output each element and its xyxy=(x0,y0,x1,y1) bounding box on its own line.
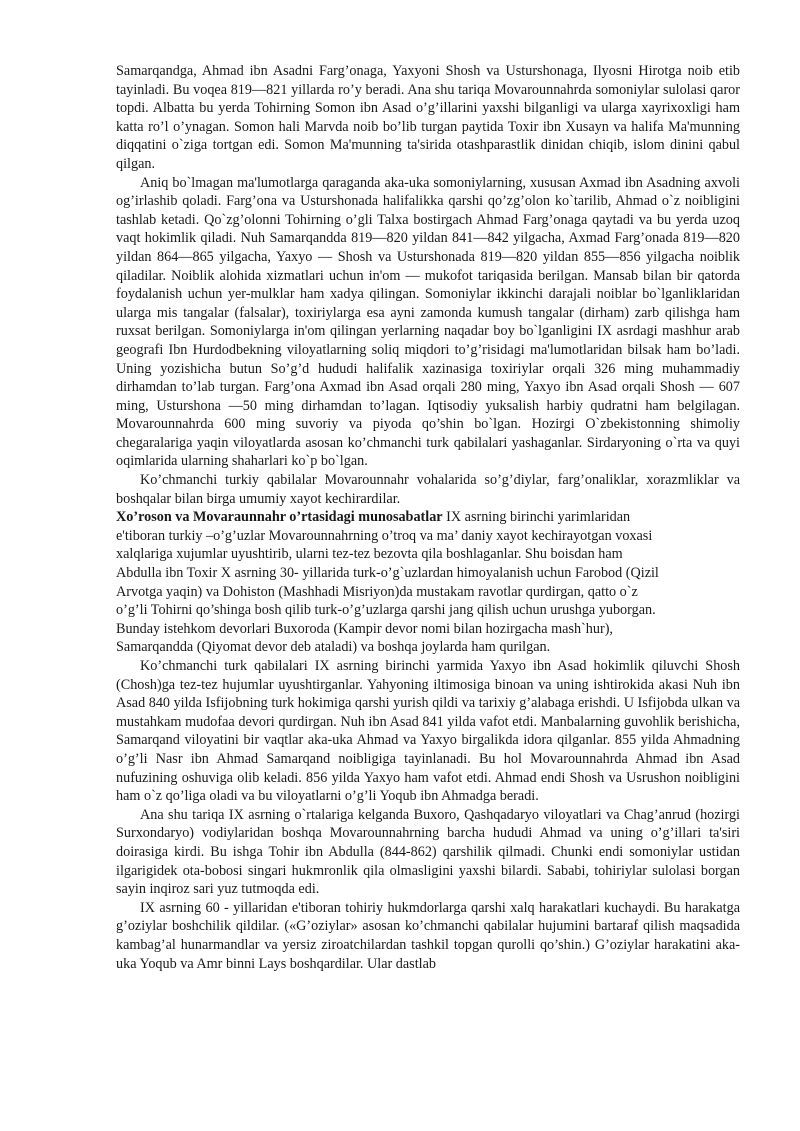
paragraph-6: Ana shu tariqa IX asrning o`rtalariga kelganda Buxoro, Qashqadaryo viloyatlari va Chag’anrud (hozirgi Surxondaryo) vodiylaridan boshqa Movarounnahrning barcha hududi Ahmad va uning o’g’illari ta'siri doirasiga kirdi. Bu ishga Tohir ibn Abdulla (844-862) qarshilik qilmadi. Chunki endi somoniylar ustidan ilgarigidek ota-bobosi singari hukmronlik qila olmasligini yaxshi bilardi. Sababi, tohiriylar sulolasi borgan sayin inqiroz sari yuz tutmoqda edi. xyxy=(116,806,740,898)
paragraph-7: IX asrning 60 - yillaridan e'tiboran tohiriy hukmdorlarga qarshi xalq harakatlari kuchaydi. Bu harakatga g’oziylar boshchilik qildilar. («G’oziylar» asosan ko’chmanchi qabilalar hujumini bartaraf qilish maqsadida kambag’al hunarmandlar va yersiz ziroatchilardan tashkil topgan qurolli qo’shin.) G’oziylar harakatini aka-uka Yoqub va Amr binni Lays boshqardilar. Ular dastlab xyxy=(116,899,740,972)
paragraph-3: Ko’chmanchi turkiy qabilalar Movarounnahr vohalarida so’g’diylar, farg’onaliklar, xorazmliklar va boshqalar bilan birga umumiy xayot kechirardilar. xyxy=(116,472,740,507)
document-page xyxy=(116,62,740,973)
paragraph-2: Aniq bo`lmagan ma'lumotlarga qaraganda aka-uka somoniylarning, xususan Axmad ibn Asadning axvoli og’irlashib qoladi. Farg’ona va Usturshonada halifalikka qarshi qo’zg’olon ko`tarilib, Ahmad o`z noibligini tashlab ketadi. Qo`zg’olonni Tohirning o’gli Talxa bostirgach Ahmad Farg’onaga qaytadi va bu yerda uzoq vaqt hokimlik qiladi. Nuh Samarqandda 819—820 yildan 841—842 yilgacha, Axmad Farg’onada 819—820 yildan 864—865 yilgacha, Yaxyo — Shosh va Usturshonada 819—820 yildan 855—856 yilgacha noiblik qiladilar. Noiblik alohida xizmatlari uchun in'om — mukofot tariqasida berilgan. Mansab bilan bir qatorda foydalanish uchun yer-mulklar ham xadya qilingan. Somoniylar ikkinchi darajali noiblar bo`lganliklaridan ularga mis tangalar (falsalar), toxiriylarga esa ayni zamonda kumush tangalar (dirham) zarb qilishga ham ruxsat berilgan. Somoniylarga in'om qilingan yerlarning naqadar boy bo`lganligini IX asrdagi mashhur arab geografi Ibn Hurdodbekning viloyatlarning soliq miqdori to’g’risidagi ma'lumotlaridan bilsak ham bo’ladi. Uning yozishicha butun So’g’d hududi halifalik xazinasiga toxiriylar orqali 326 ming muhammadiy dirhamdan to’lab turgan. Farg’ona Axmad ibn Asad orqali 280 ming, Yaxyo ibn Asad orqali Shosh — 607 ming, Usturshona —50 ming dirhamdan to’lagan. Iqtisodiy yuksalish harbiy qudratni ham belgilagan. Movarounnahrda 600 ming suvoriy va piyoda qo’shin bo`lgan. Hozirgi O`zbekistonning shimoliy chegaralariga yaqin viloyatlarda asosan ko’chmanchi turk qabilalari yashaganlar. Sirdaryoning o`rta va quyi oqimlarida ularning shaharlari ko`p bo`lgan. xyxy=(116,174,740,470)
paragraph-4-line: IX asrning birinchi yarimlaridan xyxy=(442,509,631,526)
paragraph-1: Samarqandga, Ahmad ibn Asadni Farg’onaga, Yaxyoni Shosh va Usturshonaga, Ilyosni Hirotga noib etib tayinladi. Bu voqea 819—821 yillarda ro’y beradi. Ana shu tariqa Movarounnahrda somoniylar sulolasi qaror topdi. Albatta bu yerda Tohirning Somon ibn Asad o’g’illarini yaxshi bilganligi va ularga xayrixoxligi ham katta ro’l o’ynagan. Somon hali Marvda noib bo’lib turgan paytida Toxir ibn Xusayn va halifa Ma'munning diqqatini o`ziga tortgan edi. Somon Ma'munning ta'sirida otashparastlik dinidan chiqib, islom dinini qabul qilgan. xyxy=(116,63,740,172)
paragraph-4-line: e'tiboran turkiy –o’g’uzlar Movarounnahrning o’troq va ma’ daniy xayot kechirayotgan voxasi xyxy=(116,527,653,544)
paragraph-4-line: Abdulla ibn Toxir X asrning 30- yillarida turk-o’g`uzlardan himoyalanish uchun Farobod (Qizil xyxy=(116,565,659,582)
paragraph-4 xyxy=(116,508,740,657)
paragraph-5: Ko’chmanchi turk qabilalari IX asrning birinchi yarmida Yaxyo ibn Asad hokimlik qiluvchi Shosh (Chosh)ga tez-tez hujumlar uyushtirganlar. Yahyoning iltimosiga binoan va uning ishtirokida akasi Nuh ibn Asad 840 yilda Isfijobning turk hokimiga qarshi yurish qildi va tarixiy g’alabaga erishdi. U Isfijobda ulkan va mustahkam mudofaa devori qurdirgan. Nuh ibn Asad 841 yilda vafot etdi. Manbalarning guvohlik berishicha, Samarqand viloyatini bir vaqtlar aka-uka Ahmad va Yaxyo birgalikda idora qilganlar. 855 yilda Ahmadning o’g’li Nasr ibn Ahmad Samarqand noibligiga tayinlanadi. Bu hol Movarounnahrda Ahmad ibn Asad nufuzining oshuviga olib keladi. 856 yilda Yaxyo ham vafot etdi. Ahmad endi Shosh va Usrushon noibligini ham o`z qo’liga oladi va bu viloyatlarni o’g’li Yoqub ibn Ahmadga beradi. xyxy=(116,658,740,805)
section-heading: Xo’roson va Movaraunnahr o’rtasidagi munosabatlar xyxy=(116,509,443,526)
paragraph-4-line: Bunday istehkom devorlari Buxoroda (Kampir devor nomi bilan hozirgacha mash`hur), xyxy=(116,620,613,637)
paragraph-4-line: Samarqandda (Qiyomat devor deb ataladi) va boshqa joylarda ham qurilgan. xyxy=(116,639,551,656)
paragraph-4-line: xalqlariga xujumlar uyushtirib, ularni tez-tez bezovta qila boshlaganlar. Shu boisdan ham xyxy=(116,546,623,563)
paragraph-4-line: Arvotga yaqin) va Dohiston (Mashhadi Misriyon)da mustakam ravotlar qurdirgan, qatto o`z xyxy=(116,583,638,600)
paragraph-4-line: o’g’li Tohirni qo’shinga bosh qilib turk-o’g’uzlarga qarshi jang qilish uchun urushga yuborgan. xyxy=(116,602,656,619)
